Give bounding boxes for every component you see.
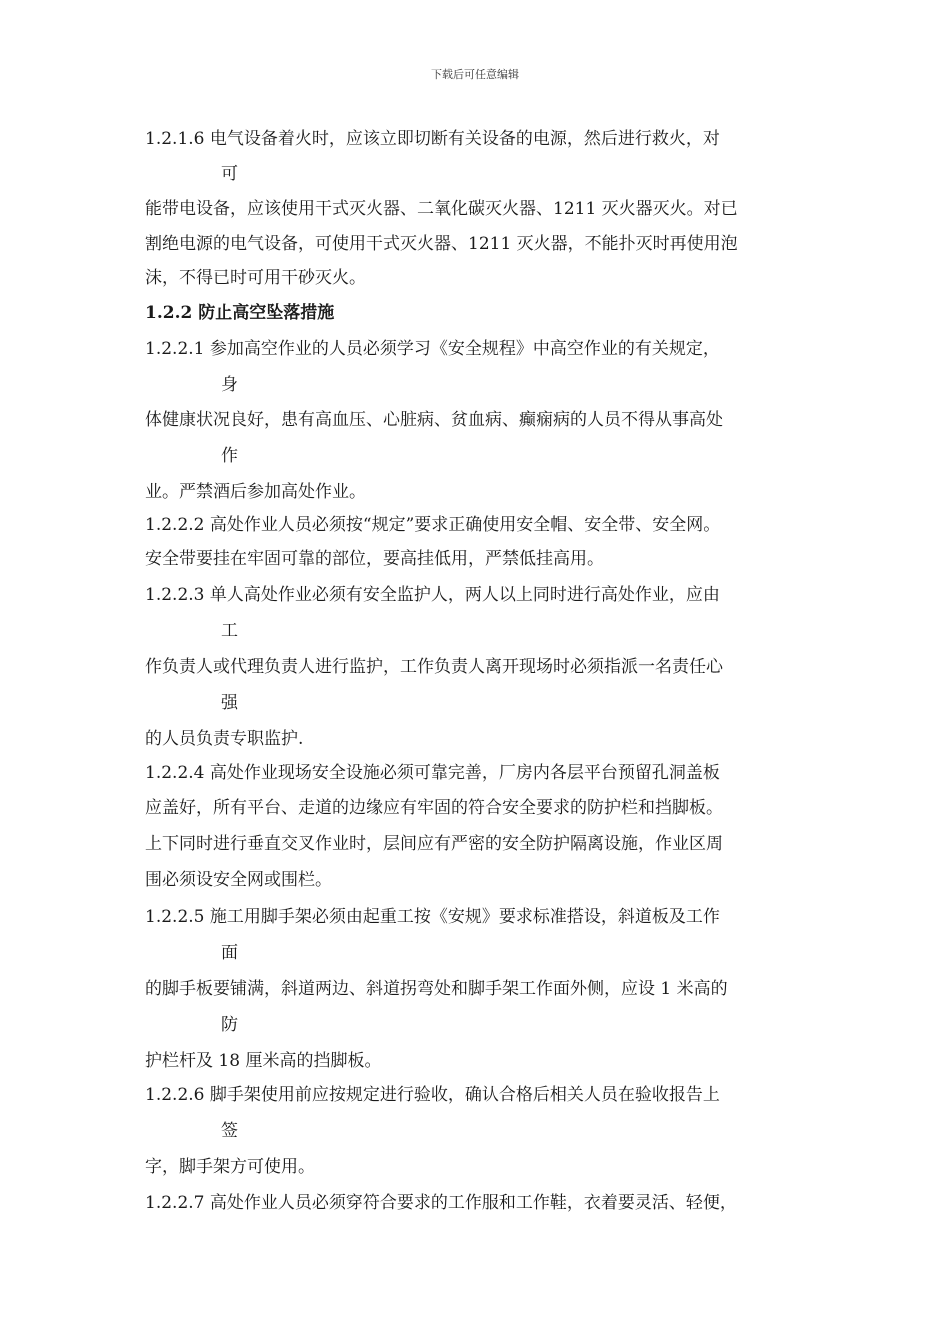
section-heading: 1.2.2 防止高空坠落措施 xyxy=(145,303,335,323)
text-line: 作 xyxy=(221,446,238,466)
text-line: 可 xyxy=(221,164,238,184)
text-line: 沫，不得已时可用干砂灭火。 xyxy=(145,268,366,288)
text-line: 1.2.1.6 电气设备着火时，应该立即切断有关设备的电源，然后进行救火，对 xyxy=(145,129,720,149)
text-line: 1.2.2.5 施工用脚手架必须由起重工按《安规》要求标准搭设，斜道板及工作 xyxy=(145,907,720,927)
text-line: 能带电设备，应该使用干式灭火器、二氧化碳灭火器、1211 灭火器灭火。对已 xyxy=(145,199,738,219)
text-line: 字，脚手架方可使用。 xyxy=(145,1157,315,1177)
text-line: 作负责人或代理负责人进行监护，工作负责人离开现场时必须指派一名责任心 xyxy=(145,657,723,677)
page-header: 下载后可任意编辑 xyxy=(431,68,519,81)
text-line: 1.2.2.6 脚手架使用前应按规定进行验收，确认合格后相关人员在验收报告上 xyxy=(145,1085,720,1105)
text-line: 强 xyxy=(221,693,238,713)
text-line: 上下同时进行垂直交叉作业时，层间应有严密的安全防护隔离设施，作业区周 xyxy=(145,834,723,854)
text-line: 安全带要挂在牢固可靠的部位，要高挂低用，严禁低挂高用。 xyxy=(145,549,604,569)
text-line: 1.2.2.4 高处作业现场安全设施必须可靠完善，厂房内各层平台预留孔洞盖板 xyxy=(145,763,720,783)
text-line: 1.2.2.1 参加高空作业的人员必须学习《安全规程》中高空作业的有关规定， xyxy=(145,339,720,359)
text-line: 1.2.2.3 单人高处作业必须有安全监护人，两人以上同时进行高处作业，应由 xyxy=(145,585,720,605)
text-line: 工 xyxy=(221,621,238,641)
text-line: 签 xyxy=(221,1121,238,1141)
text-line: 护栏杆及 18 厘米高的挡脚板。 xyxy=(145,1051,382,1071)
text-line: 1.2.2.7 高处作业人员必须穿符合要求的工作服和工作鞋，衣着要灵活、轻便， xyxy=(145,1193,737,1213)
text-line: 围必须设安全网或围栏。 xyxy=(145,870,332,890)
text-line: 面 xyxy=(221,943,238,963)
text-line: 体健康状况良好，患有高血压、心脏病、贫血病、癫痫病的人员不得从事高处 xyxy=(145,410,723,430)
text-line: 应盖好，所有平台、走道的边缘应有牢固的符合安全要求的防护栏和挡脚板。 xyxy=(145,798,723,818)
text-line: 防 xyxy=(221,1015,238,1035)
text-line: 的脚手板要铺满，斜道两边、斜道拐弯处和脚手架工作面外侧，应设 1 米高的 xyxy=(145,979,728,999)
text-line: 的人员负责专职监护. xyxy=(145,729,304,749)
text-line: 割绝电源的电气设备，可使用干式灭火器、1211 灭火器，不能扑灭时再使用泡 xyxy=(145,234,738,254)
text-line: 1.2.2.2 高处作业人员必须按“规定”要求正确使用安全帽、安全带、安全网。 xyxy=(145,515,721,535)
text-line: 业。严禁酒后参加高处作业。 xyxy=(145,482,366,502)
text-line: 身 xyxy=(221,375,238,395)
